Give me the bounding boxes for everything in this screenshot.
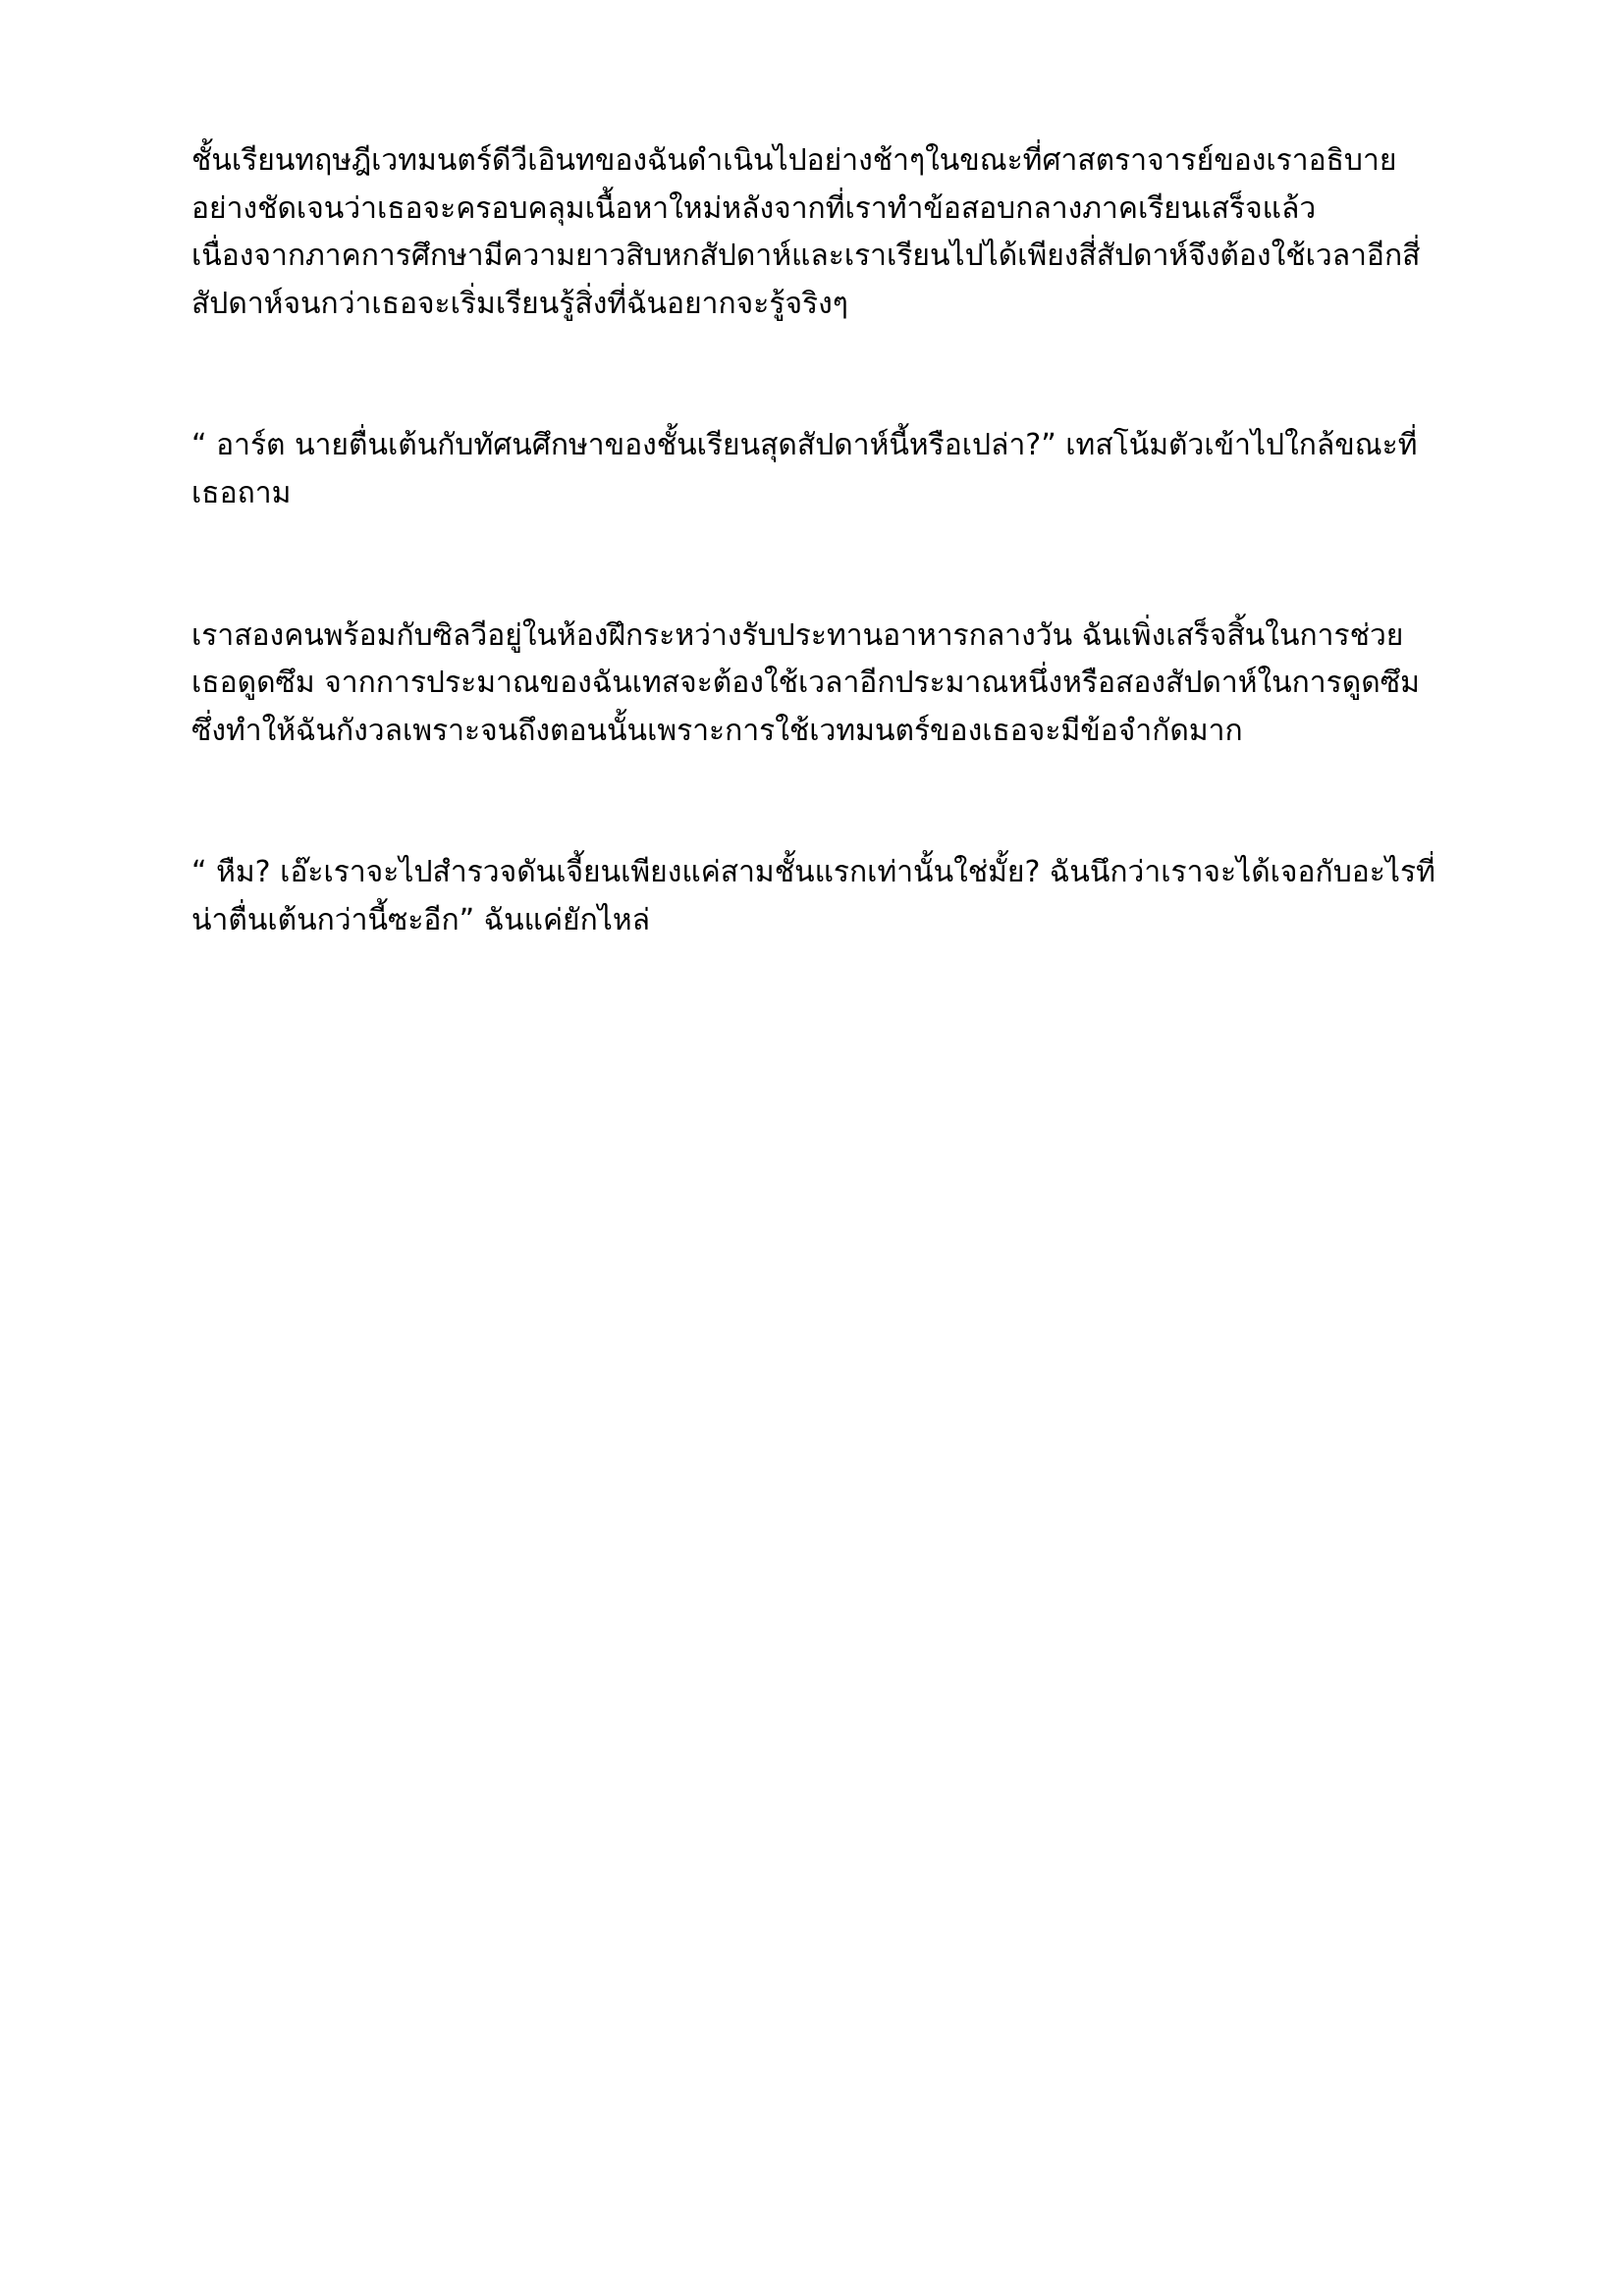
paragraph-3: เราสองคนพร้อมกับซิลวีอยู่ในห้องฝึกระหว่างรับประทานอาหารกลางวัน ฉันเพิ่งเสร็จสิ้นในการช่วยเธอดูดซึม จากการประมาณของฉันเทสจะต้องใช้เวลาอีกประมาณหนึ่งหรือสองสัปดาห์ในการดูดซึมซึ่งทำให้ฉันกังวลเพราะจนถึงตอนนั้นเพราะการใช้เวทมนตร์ของเธอจะมีข้อจำกัดมาก [191,617,1420,748]
paragraph-4: “ หืม? เอ๊ะเราจะไปสำรวจดันเจี้ยนเพียงแค่สามชั้นแรกเท่านั้นใช่มั้ย? ฉันนึกว่าเราจะได้เจอกับอะไรที่น่าตื่นเต้นกว่านี้ซะอีก” ฉันแค่ยักไหล่ [191,855,1435,937]
document-body [191,137,1438,945]
paragraph-spacer [191,328,1438,422]
paragraph-1: ชั้นเรียนทฤษฎีเวทมนตร์ดีวีเอินทของฉันดำเนินไปอย่างช้าๆในขณะที่ศาสตราจารย์ของเราอธิบายอย่างชัดเจนว่าเธอจะครอบคลุมเนื้อหาใหม่หลังจากที่เราทำข้อสอบกลางภาคเรียนเสร็จแล้ว เนื่องจากภาคการศึกษามีความยาวสิบหกสัปดาห์และเราเรียนไปได้เพียงสี่สัปดาห์จึงต้องใช้เวลาอีกสี่สัปดาห์จนกว่าเธอจะเริ่มเรียนรู้สิ่งที่ฉันอยากจะรู้จริงๆ [191,143,1421,321]
paragraph-2: “ อาร์ต นายตื่นเต้นกับทัศนศึกษาของชั้นเรียนสุดสัปดาห์นี้หรือเปล่า?” เทสโน้มตัวเข้าไปใกล้ขณะที่เธอถาม [191,428,1418,510]
paragraph-spacer [191,518,1438,613]
paragraph-spacer [191,755,1438,849]
